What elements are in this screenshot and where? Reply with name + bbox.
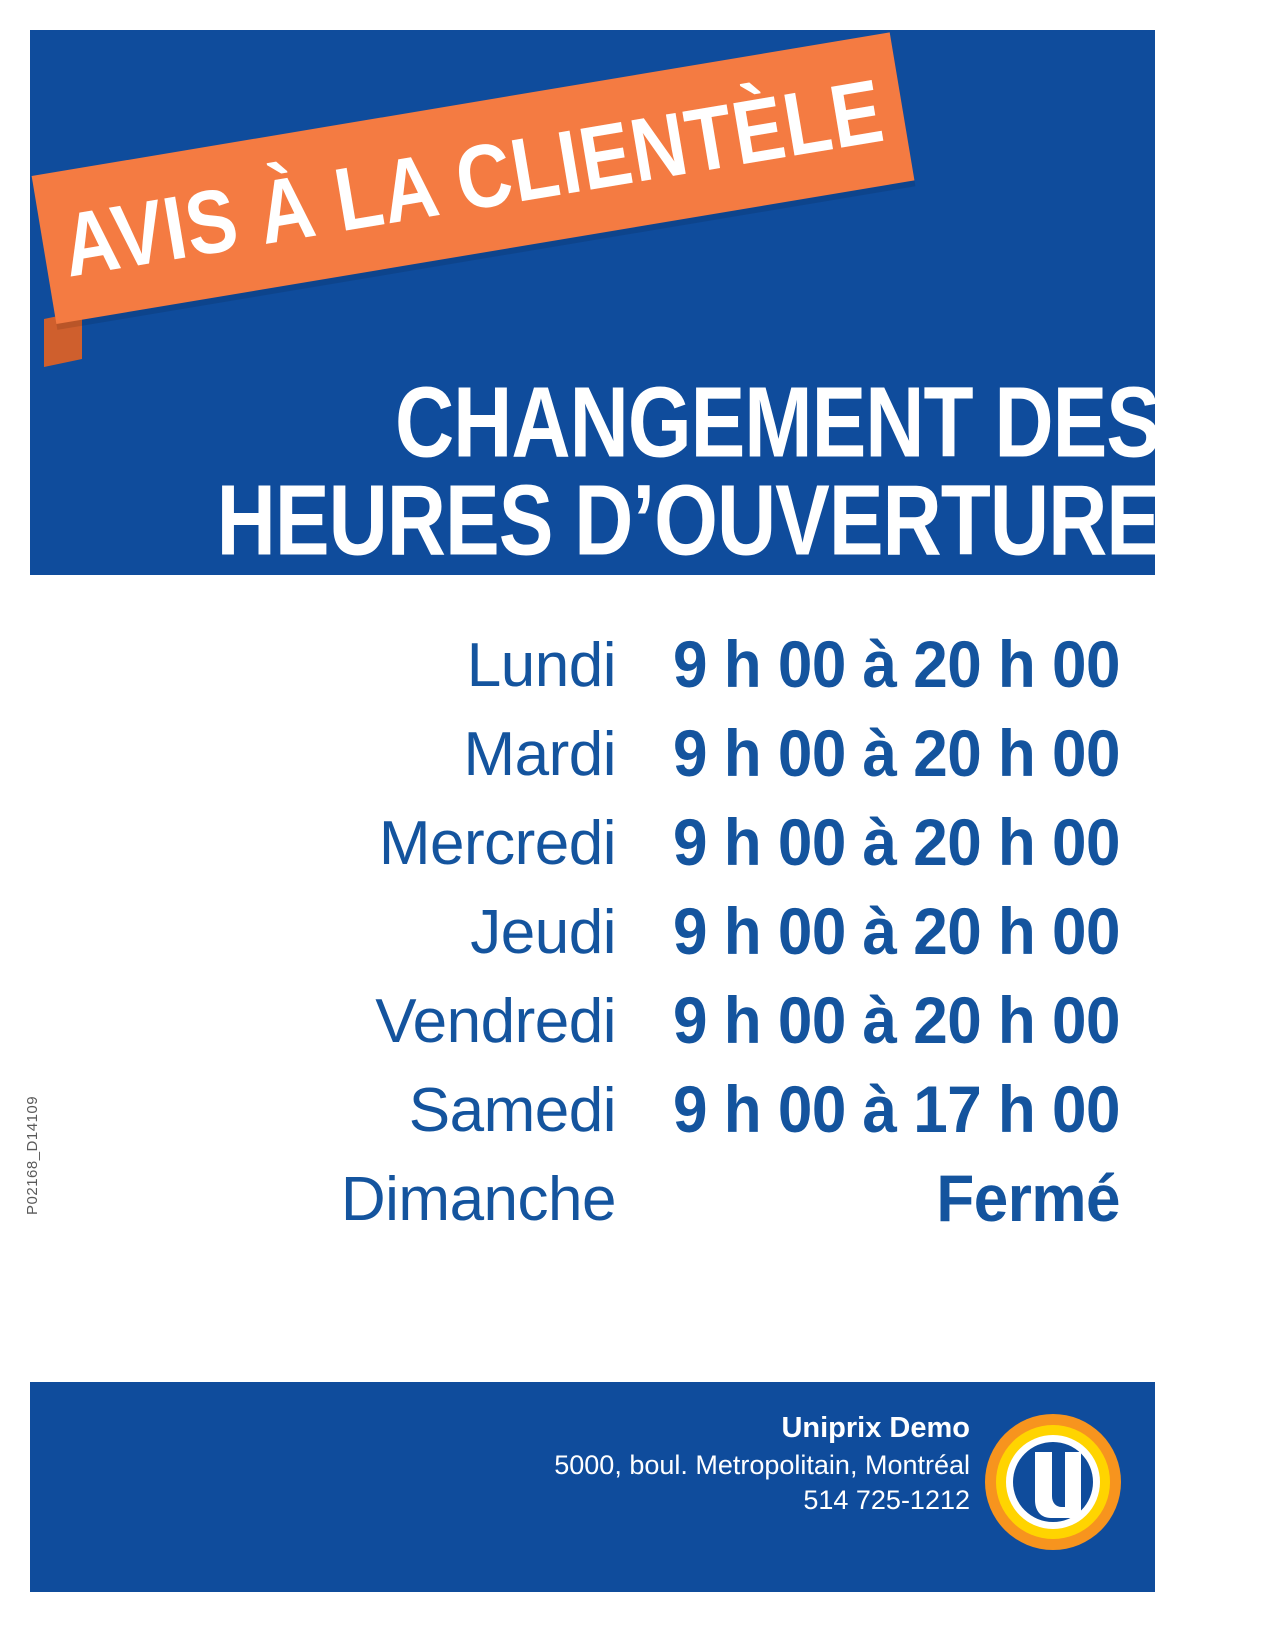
- page-title: [90, 367, 1160, 576]
- day-label: Vendredi: [375, 987, 616, 1056]
- hours-value: 9 h 00 à 17 h 00: [673, 1073, 1120, 1148]
- hours-table: [60, 630, 1120, 1253]
- hours-value: 9 h 00 à 20 h 00: [673, 717, 1120, 792]
- table-row: [60, 808, 1120, 897]
- uniprix-logo-icon: [983, 1412, 1123, 1552]
- hours-value: 9 h 00 à 20 h 00: [673, 628, 1120, 703]
- store-info: [554, 1410, 970, 1518]
- hours-value: 9 h 00 à 20 h 00: [673, 984, 1120, 1059]
- table-row: [60, 1164, 1120, 1253]
- hours-value: 9 h 00 à 20 h 00: [673, 806, 1120, 881]
- hours-value: Fermé: [936, 1162, 1120, 1237]
- page-title-line-1: CHANGEMENT DES: [394, 367, 1160, 479]
- store-address: 5000, boul. Metropolitain, Montréal: [554, 1449, 970, 1480]
- header-block: [30, 30, 1160, 576]
- table-row: [60, 986, 1120, 1075]
- hours-value: 9 h 00 à 20 h 00: [673, 895, 1120, 970]
- store-name: Uniprix Demo: [781, 1412, 970, 1444]
- ribbon-label: AVIS À LA CLIENTÈLE: [55, 60, 891, 297]
- page-title-line-2: HEURES D’OUVERTURE: [216, 464, 1160, 576]
- ribbon-banner: [30, 60, 930, 405]
- day-label: Mardi: [463, 720, 616, 789]
- day-label: Jeudi: [470, 898, 616, 967]
- document-code: P02168_D14109: [24, 1095, 41, 1215]
- table-row: [60, 630, 1120, 719]
- footer-block: [30, 1382, 1155, 1592]
- day-label: Lundi: [466, 631, 616, 700]
- day-label: Mercredi: [378, 809, 616, 878]
- store-phone: 514 725-1212: [803, 1484, 970, 1515]
- table-row: [60, 1075, 1120, 1164]
- table-row: [60, 897, 1120, 986]
- day-label: Dimanche: [340, 1165, 616, 1234]
- table-row: [60, 719, 1120, 808]
- day-label: Samedi: [408, 1076, 616, 1145]
